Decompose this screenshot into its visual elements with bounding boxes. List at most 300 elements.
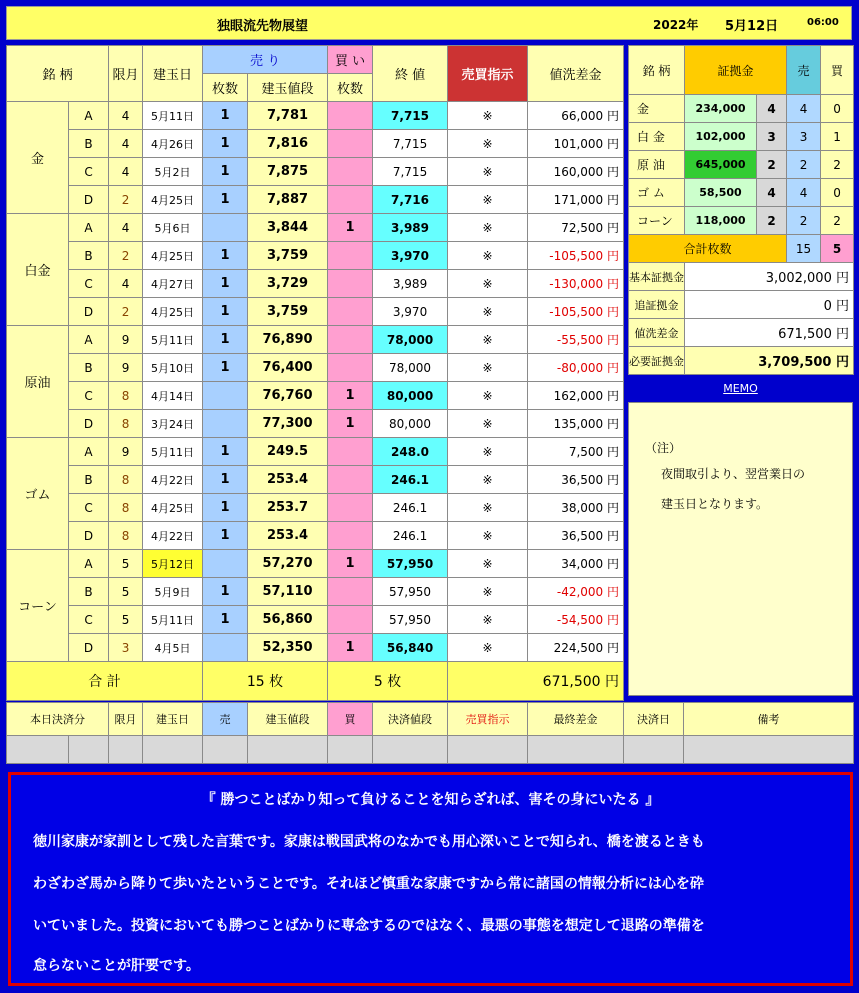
row-diff: 66,000	[561, 109, 604, 123]
row-sell-qty: 1	[203, 606, 248, 634]
row-yen: 円	[607, 641, 620, 655]
row-price: 7,875	[248, 158, 328, 186]
row-id: B	[69, 130, 109, 158]
row-sell-qty	[203, 550, 248, 578]
row-sell-qty: 1	[203, 354, 248, 382]
row-month: 5	[109, 606, 143, 634]
row-sell-qty: 1	[203, 186, 248, 214]
margin-value: 102,000	[685, 123, 757, 151]
row-price: 76,760	[248, 382, 328, 410]
row-buy-qty	[328, 270, 373, 298]
row-date: 5月9日	[143, 578, 203, 606]
margin-sell: 3	[787, 123, 821, 151]
row-diff: 34,000	[561, 557, 604, 571]
table-row	[7, 494, 624, 522]
row-diff: -105,500	[549, 249, 604, 263]
row-sell-qty: 1	[203, 494, 248, 522]
row-diff: -54,500	[556, 613, 604, 627]
margin-lots: 4	[757, 95, 787, 123]
quote-line-2: わざわざ馬から降りて歩いたということです。それほど慎重な家康ですから常に諸国の情報分析には心を砕	[33, 876, 704, 892]
row-buy-qty	[328, 186, 373, 214]
row-id: A	[69, 102, 109, 130]
row-diff: 36,500	[561, 473, 604, 487]
row-signal: ※	[448, 354, 528, 382]
row-sell-qty: 1	[203, 522, 248, 550]
row-diff: 224,500	[553, 641, 604, 655]
row-date: 5月10日	[143, 354, 203, 382]
side-header-margin: 証拠金	[685, 46, 787, 95]
settled-empty-cell[interactable]	[624, 736, 684, 764]
margin-buy: 0	[821, 95, 854, 123]
row-id: C	[69, 158, 109, 186]
row-date: 4月25日	[143, 242, 203, 270]
row-month: 8	[109, 466, 143, 494]
row-signal: ※	[448, 382, 528, 410]
row-id: C	[69, 270, 109, 298]
row-buy-qty	[328, 438, 373, 466]
row-month: 9	[109, 326, 143, 354]
row-sell-qty	[203, 634, 248, 662]
quote-box	[8, 772, 853, 986]
row-diff: -55,500	[556, 333, 604, 347]
settled-col-2: 建玉日	[143, 703, 203, 736]
margin-sell: 4	[787, 95, 821, 123]
margin-value: 58,500	[685, 179, 757, 207]
row-month: 4	[109, 130, 143, 158]
table-row	[7, 578, 624, 606]
row-month: 3	[109, 634, 143, 662]
margin-lots: 2	[757, 207, 787, 235]
row-signal: ※	[448, 578, 528, 606]
row-month: 4	[109, 102, 143, 130]
row-close: 78,000	[373, 326, 448, 354]
row-signal: ※	[448, 102, 528, 130]
need-margin-label: 必要証拠金	[629, 347, 685, 375]
row-price: 76,890	[248, 326, 328, 354]
total-diff: 671,500	[542, 674, 601, 690]
row-buy-qty	[328, 242, 373, 270]
row-yen: 円	[607, 333, 620, 347]
header-buy: 買 い	[328, 46, 373, 74]
table-row	[7, 242, 624, 270]
margin-brand: ゴ ム	[629, 179, 685, 207]
settled-empty-cell[interactable]	[69, 736, 109, 764]
margin-row	[629, 123, 854, 151]
row-yen: 円	[607, 277, 620, 291]
row-diff: 171,000	[553, 193, 604, 207]
row-date: 4月26日	[143, 130, 203, 158]
row-yen: 円	[607, 221, 620, 235]
row-price: 3,729	[248, 270, 328, 298]
margin-value: 645,000	[685, 151, 757, 179]
row-date: 4月25日	[143, 494, 203, 522]
group-name: 金	[7, 102, 69, 214]
margin-row	[629, 207, 854, 235]
row-month: 8	[109, 494, 143, 522]
row-date: 4月22日	[143, 466, 203, 494]
margin-brand: 金	[629, 95, 685, 123]
row-month: 8	[109, 382, 143, 410]
header-sell-qty: 枚数	[203, 74, 248, 102]
settled-empty-cell[interactable]	[328, 736, 373, 764]
row-buy-qty: 1	[328, 214, 373, 242]
side-header-buy: 買	[821, 46, 854, 95]
margin-value: 118,000	[685, 207, 757, 235]
row-date: 5月11日	[143, 438, 203, 466]
row-buy-qty	[328, 494, 373, 522]
date-time: 06:00	[807, 17, 839, 28]
row-id: D	[69, 410, 109, 438]
row-month: 9	[109, 438, 143, 466]
row-date: 4月25日	[143, 298, 203, 326]
row-sell-qty: 1	[203, 326, 248, 354]
row-price: 57,270	[248, 550, 328, 578]
table-row	[7, 186, 624, 214]
row-id: A	[69, 214, 109, 242]
header-month: 限月	[109, 46, 143, 102]
quote-line-3: いていました。投資においても勝つことばかりに専念するのではなく、最悪の事態を想定して退路の準備を	[33, 918, 705, 934]
row-close: 80,000	[373, 410, 448, 438]
margin-buy: 0	[821, 179, 854, 207]
row-yen: 円	[607, 249, 620, 263]
total-sell: 15 枚	[203, 662, 328, 701]
settled-col-0: 本日決済分	[7, 703, 109, 736]
margin-buy: 2	[821, 207, 854, 235]
row-price: 253.4	[248, 466, 328, 494]
row-close: 3,970	[373, 242, 448, 270]
settled-empty-cell[interactable]	[109, 736, 143, 764]
row-buy-qty: 1	[328, 410, 373, 438]
row-id: D	[69, 522, 109, 550]
row-close: 56,840	[373, 634, 448, 662]
row-id: C	[69, 494, 109, 522]
header-close: 終 値	[373, 46, 448, 102]
table-row	[7, 102, 624, 130]
row-price: 7,816	[248, 130, 328, 158]
row-signal: ※	[448, 298, 528, 326]
row-id: C	[69, 382, 109, 410]
table-row	[7, 270, 624, 298]
row-id: A	[69, 326, 109, 354]
row-price: 7,887	[248, 186, 328, 214]
row-yen: 円	[607, 585, 620, 599]
row-signal: ※	[448, 326, 528, 354]
total-buy: 5 枚	[328, 662, 448, 701]
settled-empty-cell[interactable]	[248, 736, 328, 764]
row-close: 3,989	[373, 270, 448, 298]
row-signal: ※	[448, 438, 528, 466]
row-signal: ※	[448, 270, 528, 298]
group-name: ゴム	[7, 438, 69, 550]
row-date: 5月2日	[143, 158, 203, 186]
row-price: 77,300	[248, 410, 328, 438]
row-buy-qty	[328, 354, 373, 382]
header-price: 建玉値段	[248, 74, 328, 102]
row-id: B	[69, 578, 109, 606]
group-name: コーン	[7, 550, 69, 662]
margin-sell: 2	[787, 151, 821, 179]
row-close: 7,715	[373, 158, 448, 186]
row-yen: 円	[607, 109, 620, 123]
row-date: 5月11日	[143, 606, 203, 634]
margin-sell: 2	[787, 207, 821, 235]
row-yen: 円	[607, 193, 620, 207]
row-close: 3,989	[373, 214, 448, 242]
table-row	[7, 214, 624, 242]
settled-col-5: 買	[328, 703, 373, 736]
row-id: B	[69, 242, 109, 270]
row-diff: 7,500	[568, 445, 604, 459]
row-signal: ※	[448, 550, 528, 578]
memo-line-2: 夜間取引より、翌営業日の	[661, 467, 806, 481]
row-price: 52,350	[248, 634, 328, 662]
table-row	[7, 606, 624, 634]
margin-buy: 2	[821, 151, 854, 179]
row-yen: 円	[607, 445, 620, 459]
table-row	[7, 158, 624, 186]
margin-brand: 原 油	[629, 151, 685, 179]
extra-margin-label: 追証拠金	[629, 291, 685, 319]
side-header-brand: 銘 柄	[629, 46, 685, 95]
row-signal: ※	[448, 606, 528, 634]
row-close: 57,950	[373, 606, 448, 634]
row-buy-qty	[328, 522, 373, 550]
row-buy-qty	[328, 326, 373, 354]
row-yen: 円	[607, 473, 620, 487]
table-row	[7, 410, 624, 438]
table-row	[7, 382, 624, 410]
settled-col-8: 最終差金	[528, 703, 624, 736]
row-diff: -80,000	[556, 361, 604, 375]
row-close: 78,000	[373, 354, 448, 382]
row-month: 9	[109, 354, 143, 382]
row-date: 4月14日	[143, 382, 203, 410]
margin-brand: コーン	[629, 207, 685, 235]
row-id: A	[69, 438, 109, 466]
total-label: 合 計	[7, 662, 203, 701]
margin-row	[629, 179, 854, 207]
row-price: 7,781	[248, 102, 328, 130]
row-date: 5月11日	[143, 326, 203, 354]
table-row	[7, 466, 624, 494]
title-bar	[6, 6, 852, 40]
row-date: 5月12日	[143, 550, 203, 578]
table-row	[7, 634, 624, 662]
settled-col-7: 売買指示	[448, 703, 528, 736]
margin-sell: 4	[787, 179, 821, 207]
row-signal: ※	[448, 242, 528, 270]
row-month: 8	[109, 522, 143, 550]
positions-table	[6, 45, 624, 701]
row-sell-qty: 1	[203, 466, 248, 494]
memo-line-3: 建玉日となります。	[661, 497, 769, 511]
row-diff: 38,000	[561, 501, 604, 515]
row-buy-qty: 1	[328, 550, 373, 578]
quote-line-1: 徳川家康が家訓として残した言葉です。家康は戦国武将のなかでも用心深いことで知られ、橋を渡るときも	[33, 834, 705, 850]
settled-col-1: 限月	[109, 703, 143, 736]
need-margin-value: 3,709,500	[758, 355, 832, 370]
row-diff: 135,000	[553, 417, 604, 431]
row-signal: ※	[448, 214, 528, 242]
row-buy-qty	[328, 130, 373, 158]
settled-empty-cell[interactable]	[448, 736, 528, 764]
row-month: 2	[109, 242, 143, 270]
row-close: 3,970	[373, 298, 448, 326]
memo-link[interactable]: MEMO	[723, 382, 758, 395]
header-signal: 売買指示	[448, 46, 528, 102]
row-diff: 36,500	[561, 529, 604, 543]
table-row	[7, 354, 624, 382]
table-row	[7, 438, 624, 466]
row-yen: 円	[607, 529, 620, 543]
row-buy-qty: 1	[328, 382, 373, 410]
row-date: 4月27日	[143, 270, 203, 298]
row-date: 5月11日	[143, 102, 203, 130]
settled-empty-cell[interactable]	[203, 736, 248, 764]
header-diff: 値洗差金	[528, 46, 624, 102]
settled-col-9: 決済日	[624, 703, 684, 736]
row-diff: -42,000	[556, 585, 604, 599]
row-yen: 円	[607, 165, 620, 179]
margin-row	[629, 151, 854, 179]
basic-margin-value: 3,002,000	[765, 271, 832, 286]
header-date: 建玉日	[143, 46, 203, 102]
row-diff: 72,500	[561, 221, 604, 235]
settled-empty-cell[interactable]	[528, 736, 624, 764]
margin-lots: 4	[757, 179, 787, 207]
row-price: 249.5	[248, 438, 328, 466]
row-id: C	[69, 606, 109, 634]
row-date: 4月5日	[143, 634, 203, 662]
row-month: 8	[109, 410, 143, 438]
wash-label: 値洗差金	[629, 319, 685, 347]
extra-margin-yen: 円	[836, 299, 850, 314]
row-diff: 162,000	[553, 389, 604, 403]
table-row	[7, 522, 624, 550]
row-diff: 160,000	[553, 165, 604, 179]
row-price: 253.4	[248, 522, 328, 550]
row-id: B	[69, 466, 109, 494]
settled-col-6: 決済値段	[373, 703, 448, 736]
margin-buy: 1	[821, 123, 854, 151]
settled-empty-cell[interactable]	[143, 736, 203, 764]
row-id: B	[69, 354, 109, 382]
row-month: 5	[109, 550, 143, 578]
row-diff: -105,500	[549, 305, 604, 319]
row-price: 57,110	[248, 578, 328, 606]
group-name: 白金	[7, 214, 69, 326]
row-yen: 円	[607, 389, 620, 403]
basic-margin-label: 基本証拠金	[629, 263, 685, 291]
row-signal: ※	[448, 410, 528, 438]
row-buy-qty	[328, 606, 373, 634]
row-sell-qty: 1	[203, 270, 248, 298]
settled-col-4: 建玉値段	[248, 703, 328, 736]
row-sell-qty	[203, 214, 248, 242]
page-title: 独眼流先物展望	[217, 19, 309, 34]
row-signal: ※	[448, 522, 528, 550]
table-row	[7, 298, 624, 326]
total-yen: 円	[605, 674, 620, 690]
header-sell: 売 り	[203, 46, 328, 74]
date-monthday: 5月12日	[725, 19, 779, 34]
row-close: 246.1	[373, 494, 448, 522]
margin-lots: 2	[757, 151, 787, 179]
row-yen: 円	[607, 361, 620, 375]
row-close: 7,715	[373, 102, 448, 130]
memo-line-1: （注）	[645, 441, 682, 455]
settled-col-10: 備考	[684, 703, 854, 736]
row-yen: 円	[607, 557, 620, 571]
row-month: 4	[109, 158, 143, 186]
wash-yen: 円	[836, 327, 850, 342]
settled-empty-cell[interactable]	[684, 736, 854, 764]
row-date: 3月24日	[143, 410, 203, 438]
row-buy-qty: 1	[328, 634, 373, 662]
margin-lots: 3	[757, 123, 787, 151]
row-month: 5	[109, 578, 143, 606]
row-close: 7,716	[373, 186, 448, 214]
row-signal: ※	[448, 494, 528, 522]
row-buy-qty	[328, 102, 373, 130]
row-sell-qty: 1	[203, 578, 248, 606]
quote-title: 『 勝つことばかり知って負けることを知らざれば、害その身にいたる 』	[201, 792, 660, 808]
wash-value: 671,500	[778, 327, 832, 342]
row-signal: ※	[448, 466, 528, 494]
row-id: D	[69, 186, 109, 214]
margin-table	[628, 45, 854, 375]
row-buy-qty	[328, 158, 373, 186]
row-close: 246.1	[373, 522, 448, 550]
settled-empty-cell[interactable]	[7, 736, 69, 764]
row-date: 5月6日	[143, 214, 203, 242]
extra-margin-value: 0	[823, 299, 832, 314]
row-close: 80,000	[373, 382, 448, 410]
table-row	[7, 326, 624, 354]
memo-box	[628, 402, 853, 696]
row-signal: ※	[448, 186, 528, 214]
row-month: 2	[109, 298, 143, 326]
settled-empty-cell[interactable]	[373, 736, 448, 764]
row-price: 76,400	[248, 354, 328, 382]
row-price: 3,759	[248, 298, 328, 326]
row-sell-qty: 1	[203, 298, 248, 326]
row-sell-qty: 1	[203, 130, 248, 158]
row-yen: 円	[607, 137, 620, 151]
row-sell-qty: 1	[203, 242, 248, 270]
row-id: D	[69, 634, 109, 662]
row-buy-qty	[328, 298, 373, 326]
side-total-label: 合計枚数	[629, 235, 787, 263]
row-price: 56,860	[248, 606, 328, 634]
row-date: 4月22日	[143, 522, 203, 550]
row-diff: -130,000	[549, 277, 604, 291]
row-price: 3,844	[248, 214, 328, 242]
row-sell-qty: 1	[203, 102, 248, 130]
row-price: 253.7	[248, 494, 328, 522]
margin-row	[629, 95, 854, 123]
row-buy-qty	[328, 578, 373, 606]
row-month: 2	[109, 186, 143, 214]
row-close: 57,950	[373, 578, 448, 606]
row-sell-qty: 1	[203, 158, 248, 186]
row-close: 57,950	[373, 550, 448, 578]
row-date: 4月25日	[143, 186, 203, 214]
row-signal: ※	[448, 130, 528, 158]
side-total-sell: 15	[787, 235, 821, 263]
basic-margin-yen: 円	[836, 271, 850, 286]
date-year: 2022年	[653, 18, 699, 32]
